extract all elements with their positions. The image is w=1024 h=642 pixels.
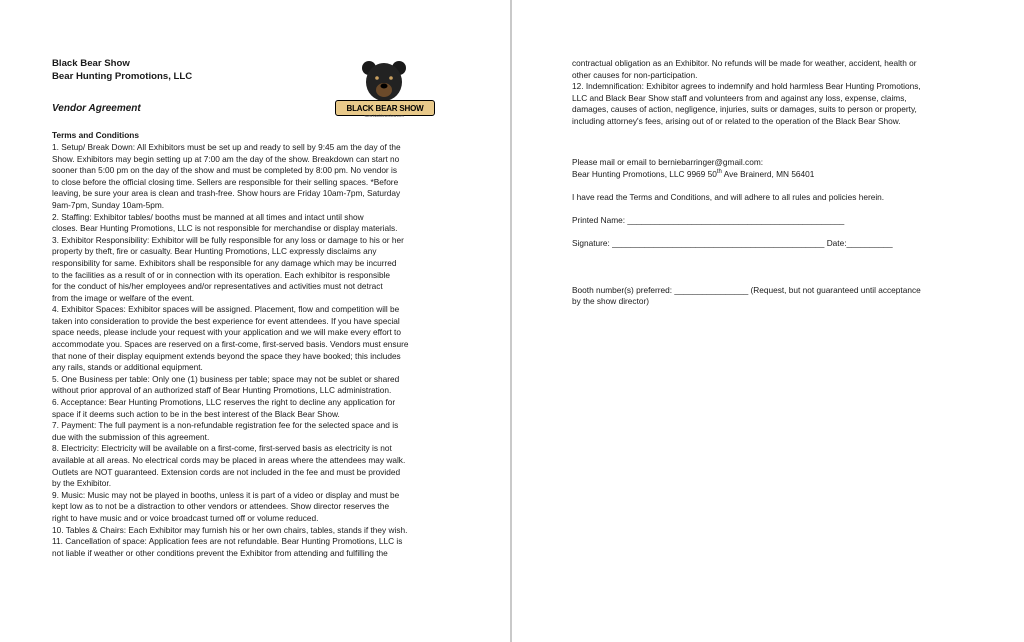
text-line: LLC and Black Bear Show staff and volunteers from and against any loss, expense, claims, — [572, 92, 907, 103]
spacer — [572, 204, 972, 216]
text-line: kept low as to not be a distraction to other vendors or attendees. Show director reserves the — [52, 501, 390, 512]
text-line: that none of their display equipment extends beyond the space they have booked; this includes — [52, 350, 401, 361]
text-line: 12. Indemnification: Exhibitor agrees to indemnify and hold harmless Bear Hunting Promotions, — [572, 81, 921, 92]
address-part-2: Ave Brainerd, MN 56401 — [721, 168, 815, 179]
text-line: Show. Exhibitors may begin setting up at 7:00 am the day of the show. Breakdown can start no — [52, 153, 400, 164]
text-line: for the conduct of his/her employees and/or representatives and activities must not detract — [52, 281, 383, 292]
text-line: 3. Exhibitor Responsibility: Exhibitor will be fully responsible for any loss or damage to his or her — [52, 234, 404, 245]
text-line: to the facilities as a result of or in connection with its operation. Each exhibitor is responsible — [52, 269, 391, 280]
text-line: 8. Electricity: Electricity will be available on a first-come, first-served basis as electricity is not — [52, 443, 392, 454]
text-line: including attorney's fees, arising out of or related to the operation of the Black Bear Show. — [572, 115, 901, 126]
mail-instruction: Please mail or email to berniebarringer@gmail.com: — [572, 157, 764, 168]
text-line: sooner than 5:00 pm on the day of the show and must be completed by 8:00 pm. No vendor is — [52, 165, 397, 176]
spacer — [572, 262, 972, 274]
text-line: contractual obligation as an Exhibitor. No refunds will be made for weather, accident, health or — [572, 58, 917, 68]
text-line: available at all areas. No electrical cords may be placed in areas where the attendees may walk. — [52, 455, 406, 465]
text-line: 1. Setup/ Break Down: All Exhibitors must be set up and ready to sell by 9:45 am the day of the — [52, 141, 401, 152]
text-line: 9. Music: Music may not be played in booths, unless it is part of a video or display and must be — [52, 489, 400, 500]
text-line: not liable if weather or other conditions prevent the Exhibitor from attending and fulfilling the — [52, 547, 388, 558]
address-superscript: th — [716, 168, 722, 175]
printed-name-field[interactable]: Printed Name: _______________________________________________ — [572, 215, 845, 226]
text-line: to close before the official closing time. Sellers are responsible for their selling spaces. *Before — [52, 176, 399, 187]
spacer — [572, 128, 972, 146]
text-line: 9am-7pm, Sunday 10am-5pm. — [52, 199, 165, 210]
agreement-title: Vendor Agreement — [52, 102, 141, 114]
text-line: Outlets are NOT guaranteed. Extension cords are not included in the fee and must be provided — [52, 466, 401, 477]
text-line: 11. Cancellation of space: Application fees are not refundable. Bear Hunting Promotions, LLC is — [52, 536, 403, 547]
text-line: without prior approval of an authorized staff of Bear Hunting Promotions, LLC administration. — [52, 385, 392, 396]
address-part-1: Bear Hunting Promotions, LLC 9969 50 — [572, 168, 717, 179]
left-column — [52, 58, 452, 559]
spacer — [572, 227, 972, 239]
spacer — [572, 250, 972, 262]
text-line: from the image or welfare of the event. — [52, 292, 195, 303]
booth-number-note: by the show director) — [572, 296, 650, 307]
text-line: by the Exhibitor. — [52, 478, 112, 489]
text-line: any rails, stands or additional equipment. — [52, 362, 203, 373]
text-line: responsibility for same. Exhibitors shall be responsible for any damage which may be incurred — [52, 257, 397, 268]
text-line: right to have music and or voice broadcast turned off or volume reduced. — [52, 512, 319, 523]
acknowledgement-text: I have read the Terms and Conditions, and will adhere to all rules and policies herein. — [572, 191, 885, 202]
text-line: accommodate you. Spaces are reserved on a first-come, first-served basis. Vendors must ensure — [52, 339, 409, 350]
text-line: space if it deems such action to be in the best interest of the Black Bear Show. — [52, 408, 340, 419]
header-line-2: Bear Hunting Promotions, LLC — [52, 70, 193, 82]
continued-terms — [572, 58, 972, 128]
logo-banner: BLACK BEAR SHOW — [335, 100, 435, 116]
logo-url: www.blackbearshow.com — [364, 114, 404, 118]
header-line-1: Black Bear Show — [52, 58, 130, 69]
right-column — [572, 58, 972, 308]
spacer — [572, 146, 972, 158]
terms-heading: Terms and Conditions — [52, 130, 139, 141]
text-line: property by theft, fire or casualty. Bear Hunting Promotions, LLC expressly disclaims any — [52, 246, 377, 257]
text-line: leaving, be sure your area is clean and trash-free. Show hours are Friday 10am-7pm, Saturday — [52, 188, 401, 199]
text-line: 2. Staffing: Exhibitor tables/ booths must be manned at all times and intact until show — [52, 211, 364, 222]
spacer — [52, 83, 452, 95]
text-line: closes. Bear Hunting Promotions, LLC is not responsible for merchandise or display materials. — [52, 223, 398, 234]
terms-body — [52, 142, 452, 559]
text-line: taken into consideration to provide the best experience for event attendees. If you have special — [52, 315, 400, 326]
spacer — [572, 180, 972, 192]
text-line: 10. Tables & Chairs: Each Exhibitor may furnish his or her own chairs, tables, stands if they wish. — [52, 524, 408, 535]
text-line: 6. Acceptance: Bear Hunting Promotions, LLC reserves the right to decline any application for — [52, 397, 396, 408]
text-line: space needs, please include your request with your application and we will make every effort to — [52, 327, 401, 338]
text-line: due with the submission of this agreement. — [52, 431, 210, 442]
text-line: other causes for non-participation. — [572, 69, 698, 80]
text-line: 4. Exhibitor Spaces: Exhibitor spaces will be assigned. Placement, flow and competition will be — [52, 304, 400, 315]
signature-date-field[interactable]: Signature: ______________________________________________ Date:__________ — [572, 238, 893, 249]
text-line: 7. Payment: The full payment is a non-refundable registration fee for the selected space and is — [52, 420, 399, 431]
mailing-address — [572, 169, 972, 181]
spacer — [572, 273, 972, 285]
text-line: damages, causes of action, negligence, injuries, suits or damages, suits to person or property, — [572, 104, 917, 115]
text-line: 5. One Business per table: Only one (1) business per table; space may not be sublet or shared — [52, 373, 400, 384]
booth-number-field[interactable]: Booth number(s) preferred: ________________ (Request, but not guaranteed until acceptance — [572, 284, 921, 295]
